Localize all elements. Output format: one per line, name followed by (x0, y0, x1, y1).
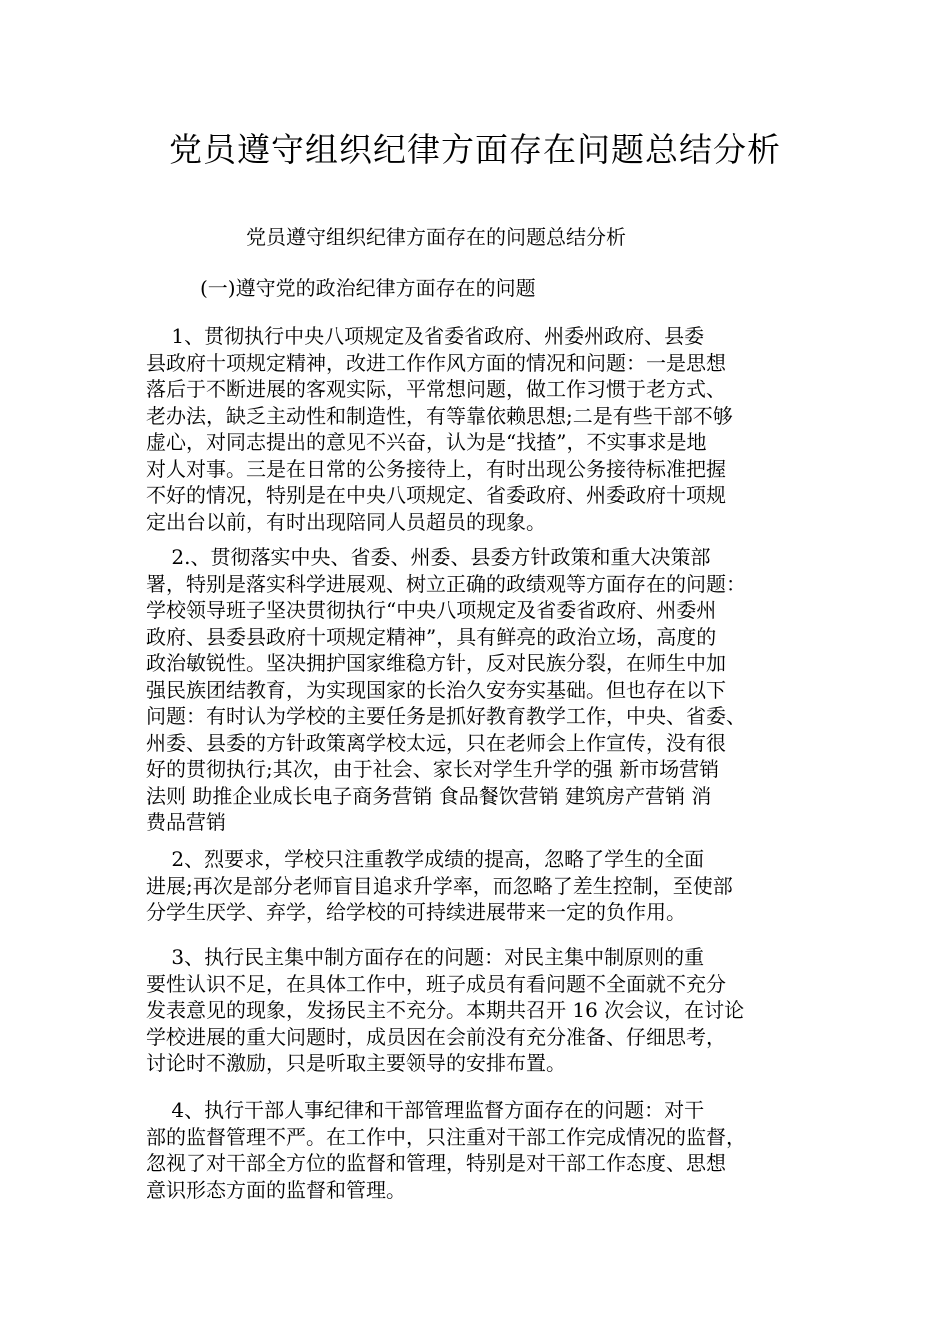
text-line: 分学生厌学、弃学，给学校的可持续进展带来一定的负作用。 (146, 900, 686, 924)
document-subtitle: 党员遵守组织纪律方面存在的问题总结分析 (246, 225, 626, 249)
text-line: 署，特别是落实科学进展观、树立正确的政绩观等方面存在的问题： (146, 571, 746, 596)
text-line: 4、执行干部人事纪律和干部管理监督方面存在的问题：对干 (146, 1098, 705, 1122)
text-line: 忽视了对干部全方位的监督和管理，特别是对干部工作态度、思想 (146, 1151, 726, 1175)
paragraph-2 (146, 544, 826, 836)
text-line: 2、烈要求，学校只注重教学成绩的提高，忽略了学生的全面 (146, 847, 705, 871)
text-line: 要性认识不足，在具体工作中，班子成员有看问题不全面就不充分 (146, 971, 726, 996)
text-line: 2.、贯彻落实中央、省委、州委、县委方针政策和重大决策部 (146, 545, 711, 569)
text-line: 讨论时不激励，只是听取主要领导的安排布置。 (146, 1051, 566, 1075)
text-line: 不好的情况，特别是在中央八项规定、省委政府、州委政府十项规 (146, 483, 726, 507)
text-line: 落后于不断进展的客观实际，平常想问题，做工作习惯于老方式、 (146, 377, 726, 401)
paragraph-1 (146, 323, 826, 535)
paragraph-5 (146, 1097, 826, 1203)
text-line: 费品营销 (146, 810, 226, 834)
text-line: 发表意见的现象，发扬民主不充分。本期共召开 16 次会议，在讨论 (146, 998, 745, 1022)
text-line: 虚心，对同志提出的意见不兴奋，认为是“找揸”，不实事求是地 (146, 430, 707, 454)
text-line: 进展;再次是部分老师盲目追求升学率，而忽略了差生控制，至使部 (146, 873, 733, 898)
text-line: 3、执行民主集中制方面存在的问题：对民主集中制原则的重 (146, 945, 705, 969)
text-line: 意识形态方面的监督和管理。 (146, 1177, 406, 1202)
text-line: 1、贯彻执行中央八项规定及省委省政府、州委州政府、县委 (146, 324, 705, 348)
paragraph-4 (146, 944, 826, 1077)
text-line: 老办法，缺乏主动性和制造性，有等靠依赖思想;二是有些干部不够 (146, 403, 733, 428)
text-line: 州委、县委的方针政策离学校太远，只在老师会上作宣传，没有很 (146, 730, 726, 755)
text-line: 学校领导班子坚决贯彻执行“中央八项规定及省委省政府、州委州 (146, 598, 717, 622)
text-line: 问题：有时认为学校的主要任务是抓好教育教学工作，中央、省委、 (146, 704, 746, 728)
text-line: 对人对事。三是在日常的公务接待上，有时出现公务接待标准把握 (146, 456, 726, 481)
text-line: 学校进展的重大问题时，成员因在会前没有充分准备、仔细思考， (146, 1024, 726, 1049)
text-line: 县政府十项规定精神，改进工作作风方面的情况和问题：一是思想 (146, 350, 726, 375)
section-heading: (一)遵守党的政治纪律方面存在的问题 (200, 276, 536, 300)
text-line: 定出台以前，有时出现陪同人员超员的现象。 (146, 509, 546, 534)
text-line: 强民族团结教育，为实现国家的长治久安夯实基础。但也存在以下 (146, 677, 726, 702)
text-line: 政治敏锐性。坚决拥护国家维稳方针，反对民族分裂，在师生中加 (146, 651, 726, 675)
text-line: 好的贯彻执行;其次，由于社会、家长对学生升学的强 新市场营销 (146, 757, 720, 781)
document-title: 党员遵守组织纪律方面存在问题总结分析 (169, 130, 781, 169)
paragraph-3 (146, 846, 826, 926)
text-line: 法则 助推企业成长电子商务营销 食品餐饮营销 建筑房产营销 消 (146, 783, 712, 808)
text-line: 政府、县委县政府十项规定精神”，具有鲜亮的政治立场，高度的 (146, 624, 717, 649)
text-line: 部的监督管理不严。在工作中，只注重对干部工作完成情况的监督， (146, 1124, 746, 1149)
